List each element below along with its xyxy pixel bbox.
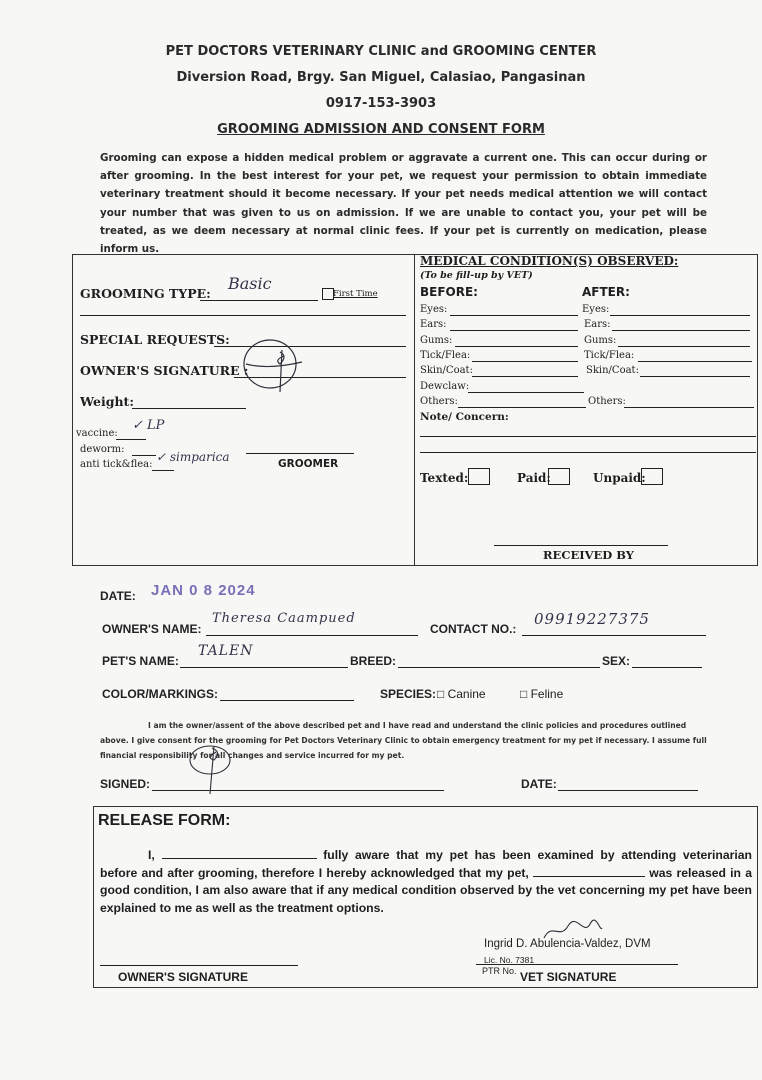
pet-name-label: PET'S NAME:: [102, 654, 179, 668]
signed-label: SIGNED:: [100, 777, 151, 791]
grooming-type-value[interactable]: Basic: [228, 274, 272, 293]
owner-name-value[interactable]: Theresa Caampued: [212, 611, 356, 626]
form-title: GROOMING ADMISSION AND CONSENT FORM: [217, 122, 545, 137]
after-others: Others:: [588, 396, 626, 407]
before-gums: Gums:: [420, 335, 453, 346]
release-owner-name-field[interactable]: [162, 848, 317, 859]
species-label: SPECIES:: [380, 687, 437, 701]
weight-label: Weight:: [80, 394, 134, 409]
after-eyes: Eyes:: [582, 304, 610, 315]
clinic-address: Diversion Road, Brgy. San Miguel, Calasiao, Pangasinan: [176, 70, 586, 85]
owner-name-label: OWNER'S NAME:: [102, 622, 202, 636]
paid-label: Paid:: [517, 471, 551, 485]
paid-checkbox[interactable]: [548, 468, 570, 485]
anti-tick-label: anti tick&flea:: [80, 459, 153, 470]
special-requests-label: SPECIAL REQUESTS:: [80, 332, 230, 347]
vet-license: Lic. No. 7381: [484, 955, 535, 965]
before-label: BEFORE:: [420, 285, 478, 299]
before-skin-coat: Skin/Coat:: [420, 365, 473, 376]
release-text-end: was released in a good condition, I am also aware that if any medical condition observed by the vet concerning my pet have been explained to me as well as the treatment options.: [100, 865, 752, 915]
deworm-label: deworm:: [80, 444, 125, 455]
release-owner-signature-label: OWNER'S SIGNATURE: [118, 970, 248, 984]
release-paragraph: [100, 847, 752, 917]
note-concern-label: Note/ Concern:: [420, 411, 509, 423]
after-tick-flea: Tick/Flea:: [584, 350, 635, 361]
owner-signature-label: OWNER'S SIGNATURE :: [80, 363, 249, 378]
anti-tick-value[interactable]: ✓ simparica: [156, 450, 230, 464]
before-others: Others:: [420, 396, 458, 407]
breed-label: BREED:: [350, 654, 397, 668]
after-gums: Gums:: [584, 335, 617, 346]
vet-fill-note: (To be fill-up by VET): [420, 270, 533, 281]
unpaid-label: Unpaid:: [593, 471, 646, 485]
signed-date-label: DATE:: [521, 777, 557, 791]
first-time-label: First Time: [333, 289, 378, 299]
contact-label: CONTACT NO.:: [430, 622, 517, 636]
box-divider: [414, 254, 415, 565]
date-stamp[interactable]: JAN 0 8 2024: [151, 582, 256, 599]
after-skin-coat: Skin/Coat:: [586, 365, 639, 376]
release-title: RELEASE FORM:: [98, 812, 231, 829]
after-label: AFTER:: [582, 285, 630, 299]
texted-checkbox[interactable]: [468, 468, 490, 485]
release-pet-name-field[interactable]: [533, 866, 645, 877]
consent-paragraph: I am the owner/assent of the above described pet and I have read and understand the clinic policies and procedures outlined above. I give consent for the grooming for Pet Doctors Veterinary Clinic to obtain emergency treatment for my pet if necessary. I assume full financial responsibility for all changes and service incurred for my pet.: [100, 721, 707, 760]
contact-value[interactable]: 09919227375: [534, 610, 650, 628]
release-text-i: I,: [148, 848, 155, 862]
vaccine-label: vaccine:: [76, 428, 118, 439]
release-text-middle: fully aware that my pet has been examined by attending veterinarian before and after grooming, therefore I hereby acknowledged that my pet,: [100, 848, 752, 880]
owner-signature-drawing: [238, 334, 308, 396]
before-tick-flea: Tick/Flea:: [420, 350, 471, 361]
after-ears: Ears:: [584, 319, 611, 330]
before-ears: Ears:: [420, 319, 447, 330]
before-dewclaw: Dewclaw:: [420, 381, 470, 392]
consent-signature-drawing: [182, 738, 242, 798]
pet-name-value[interactable]: TALEN: [198, 643, 254, 659]
vaccine-value[interactable]: ✓ LP: [132, 418, 165, 433]
species-feline-option[interactable]: □ Feline: [520, 687, 564, 701]
grooming-type-label: GROOMING TYPE:: [80, 286, 211, 301]
date-label: DATE:: [100, 589, 136, 603]
vet-ptr: PTR No.: [482, 966, 517, 976]
intro-paragraph: Grooming can expose a hidden medical problem or aggravate a current one. This can occur during or after grooming. In the best interest for your pet, we request your permission to obtain immediate veterinary treatment should it become necessary. If your pet needs medical attention we will contact your number that was given to us on admission. If we are unable to contact you, your pet will be treated, as we deem necessary at normal clinic fees. If your pet is currently on medication, please inform us.: [100, 152, 707, 256]
clinic-name: PET DOCTORS VETERINARY CLINIC and GROOMING CENTER: [165, 44, 597, 59]
sex-label: SEX:: [602, 654, 631, 668]
species-canine-option[interactable]: □ Canine: [437, 687, 486, 701]
received-by-label: RECEIVED BY: [543, 548, 635, 562]
groomer-label: GROOMER: [278, 458, 339, 470]
before-eyes: Eyes:: [420, 304, 448, 315]
unpaid-checkbox[interactable]: [641, 468, 663, 485]
texted-label: Texted:: [420, 471, 469, 485]
medical-condition-title: MEDICAL CONDITION(S) OBSERVED:: [420, 254, 679, 268]
vet-signature-label: VET SIGNATURE: [520, 970, 617, 984]
vet-name: Ingrid D. Abulencia-Valdez, DVM: [484, 938, 651, 950]
clinic-phone: 0917-153-3903: [325, 96, 437, 111]
color-markings-label: COLOR/MARKINGS:: [102, 687, 218, 701]
